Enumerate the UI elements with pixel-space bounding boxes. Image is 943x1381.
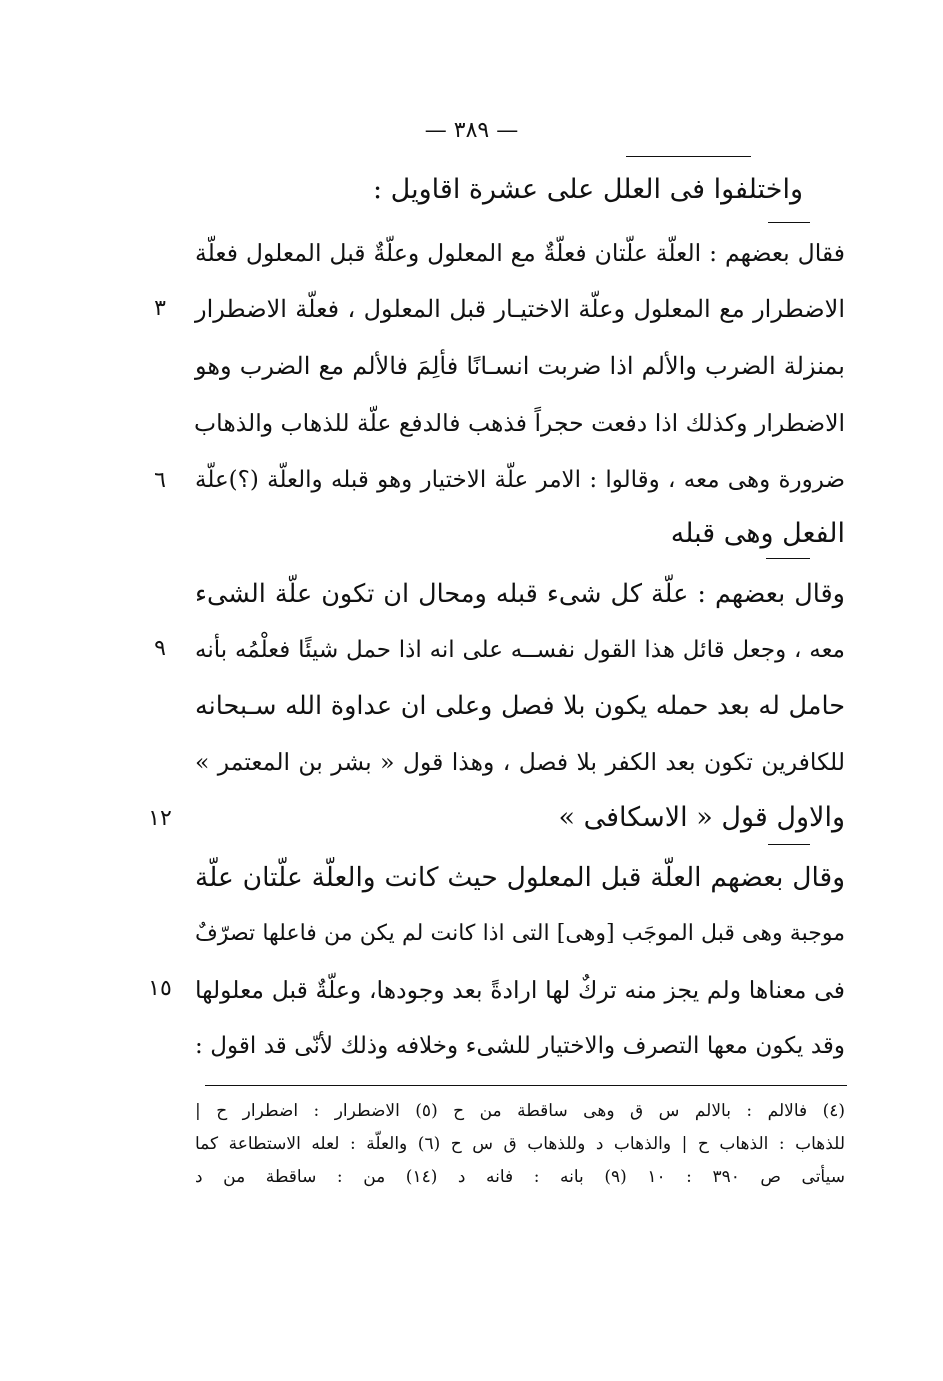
text-line: وقال بعضهم : علّة كل شىء قبله ومحال ان تكون علّة الشىء xyxy=(195,579,845,609)
text-line: الفعل وهى قبله xyxy=(670,518,845,549)
text-line: معه ، وجعل قائل هذا القول نفســه على انه اذا حمل شيئًا فعلْمُه بأنه xyxy=(195,637,845,663)
text-line: واختلفوا فى العلل على عشرة اقاويل : xyxy=(373,174,803,205)
text-line: والاول قول « الاسكافى » xyxy=(558,802,845,833)
paragraph-rule xyxy=(768,222,810,223)
line-number: ٩ xyxy=(154,636,166,661)
text-line: وقد يكون معها التصرف والاختيار للشىء وخلافه وذلك لأنّى قد اقول : xyxy=(195,1033,845,1059)
text-line: للكافرين تكون بعد الكفر بلا فصل ، وهذا قول « بشر بن المعتمر » xyxy=(195,748,845,776)
line-number: ٣ xyxy=(154,296,166,321)
paragraph-rule xyxy=(766,558,810,559)
page-number: — ٣٨٩ — xyxy=(424,118,519,143)
paragraph-rule xyxy=(768,844,810,845)
text-line: فقال بعضهم : العلّة علّتان فعلّةٌ مع المعلول وعلّةٌ قبل المعلول فعلّة xyxy=(195,239,845,267)
text-line: بمنزلة الضرب والألم اذا ضربت انسـانًا فألِمَ فالألم مع الضرب وهو xyxy=(195,352,845,380)
footnote-line: للذهاب : الذهاب ح | والذهاب د وللذهاب ق س ح (٦) والعلّة : لعله الاستطاعة كما xyxy=(195,1134,845,1154)
footnote-line: (٤) فالالم : بالالم س ق وهى ساقطة من ح (٥) الاضطرار : اضطرار ح | xyxy=(195,1101,845,1121)
text-line: حامل له بعد حمله يكون بلا فصل وعلى ان عداوة الله سـبحانه xyxy=(195,691,845,721)
text-line: موجبة وهى قبل الموجَب [وهى] التى اذا كانت لم يكن من فاعلها تصرّفٌ xyxy=(195,921,845,946)
line-number: ١٢ xyxy=(148,806,172,831)
footnote-rule xyxy=(205,1085,847,1086)
text-line: الاضطرار وكذلك اذا دفعت حجراً فذهب فالدفع علّة للذهاب والذهاب xyxy=(194,409,845,437)
text-line: فى معناها ولم يجز منه تركٌ لها ارادةً بعد وجودها، وعلّةٌ قبل معلولها xyxy=(195,976,845,1004)
text-line: الاضطرار مع المعلول وعلّة الاختيـار قبل المعلول ، فعلّة الاضطرار xyxy=(195,295,845,323)
text-line: وقال بعضهم العلّة قبل المعلول حيث كانت والعلّة علّتان علّة xyxy=(195,862,845,893)
footnote-line: سيأتى ص ٣٩٠ : ١٠ (٩) بانه : فانه د (١٤) من : ساقطة من د xyxy=(195,1167,845,1187)
text-line: ضرورة وهى معه ، وقالوا : الامر علّة الاختيار وهو قبله والعلّة (؟)علّة xyxy=(195,467,845,493)
line-number: ٦ xyxy=(154,468,166,493)
heading-rule xyxy=(626,156,751,157)
line-number: ١٥ xyxy=(148,976,172,1001)
